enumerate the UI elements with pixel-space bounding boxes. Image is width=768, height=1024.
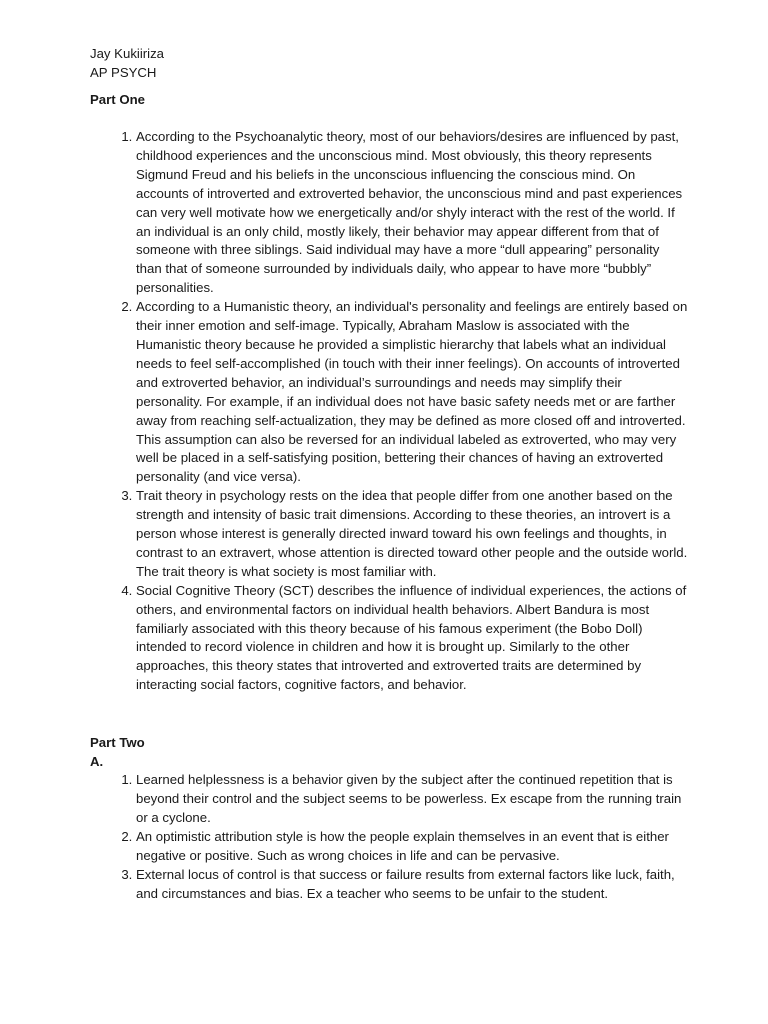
part-one-heading: Part One xyxy=(90,92,145,107)
part-two-list xyxy=(90,771,688,903)
list-item: 4. Social Cognitive Theory (SCT) describes the influence of individual experiences, the actions of others, and environmental factors on individual health behaviors. Albert Bandura is most familiarly associated with this theory because of his famous experiment (the Bobo Doll) intended to record violence in children and how it is brought up. Similarly to the other approaches, this theory states that introverted and extroverted traits are determined by interacting social factors, cognitive factors, and behavior. xyxy=(136,582,688,695)
course-name: AP PSYCH xyxy=(90,65,157,80)
list-item: 2. An optimistic attribution style is how the people explain themselves in an event that is either negative or positive. Such as wrong choices in life and can be pervasive. xyxy=(136,828,688,866)
list-item: 3. External locus of control is that success or failure results from external factors like luck, faith, and circumstances and bias. Ex a teacher who seems to be unfair to the student. xyxy=(136,866,688,904)
author-name: Jay Kukiiriza xyxy=(90,46,165,61)
list-item: 1. Learned helplessness is a behavior given by the subject after the continued repetition that is beyond their control and the subject seems to be powerless. Ex escape from the running train or a cyclone. xyxy=(136,771,688,828)
part-two-subheading: A. xyxy=(90,754,104,770)
part-one-list xyxy=(90,128,688,695)
list-item: 1. According to the Psychoanalytic theory, most of our behaviors/desires are influenced by past, childhood experiences and the unconscious mind. Most obviously, this theory represents Sigmund Freud and his beliefs in the unconscious influencing the conscious mind. On accounts of introverted and extroverted behavior, the unconscious mind and past experiences can very well motivate how we energetically and/or shyly interact with the rest of the world. If an individual is an only child, mostly likely, their behavior may appear different from that of someone with three siblings. Said individual may have a more “dull appearing” personality than that of someone surrounded by individuals daily, who appear to have more “bubbly” personalities. xyxy=(136,128,688,298)
list-item: 3. Trait theory in psychology rests on the idea that people differ from one another based on the strength and intensity of basic trait dimensions. According to these theories, an introvert is a person whose interest is generally directed inward toward his own feelings and thoughts, in contrast to an extravert, whose attention is directed toward other people and the outside world. The trait theory is what society is most familiar with. xyxy=(136,487,688,582)
part-two-heading: Part Two xyxy=(90,735,145,751)
list-item: 2. According to a Humanistic theory, an individual's personality and feelings are entirely based on their inner emotion and self-image. Typically, Abraham Maslow is associated with the Humanistic theory because he provided a simplistic hierarchy that labels what an individual needs to feel self-accomplished (in touch with their inner feelings). On accounts of introverted and extroverted behavior, an individual’s surroundings and needs may simplify their personality. For example, if an individual does not have basic safety needs met or are farther away from reaching self-actualization, they may be defined as more closed off and introverted. This assumption can also be reversed for an individual labeled as extroverted, who may very well be placed in a self-satisfying position, bettering their chances of having an extroverted personality (and vice versa). xyxy=(136,298,688,487)
